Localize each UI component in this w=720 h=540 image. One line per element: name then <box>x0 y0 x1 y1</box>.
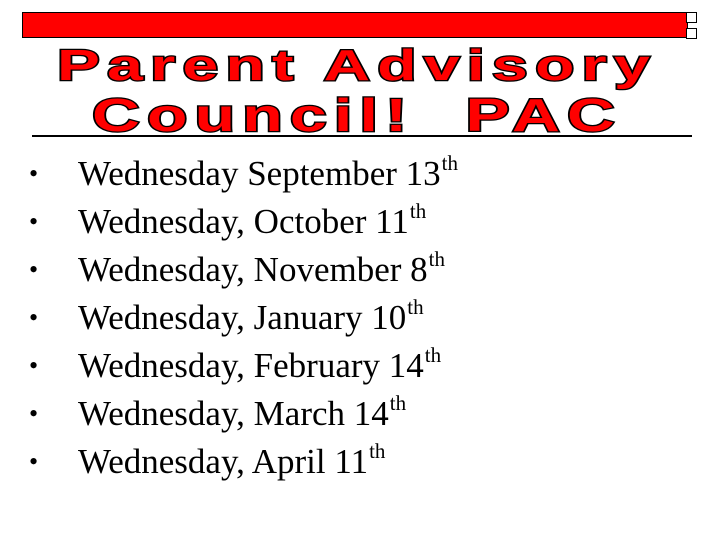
ordinal-suffix: th <box>369 439 386 463</box>
corner-square-icon <box>686 12 697 23</box>
ordinal-suffix: th <box>428 247 446 271</box>
title-line-1: Parent Advisory <box>57 41 657 90</box>
date-text <box>78 198 426 250</box>
date-label: Wednesday, April 11 <box>78 442 369 481</box>
bullet-icon: • <box>29 159 39 188</box>
bullet-icon: • <box>29 399 39 428</box>
bullet-icon: • <box>29 447 39 476</box>
title-wordart <box>0 38 720 138</box>
ordinal-suffix: th <box>424 343 442 367</box>
date-text <box>78 390 406 442</box>
bullet-icon: • <box>29 255 39 284</box>
date-text <box>78 342 441 394</box>
date-text <box>78 246 445 298</box>
date-label: Wednesday September 13 <box>78 154 441 193</box>
date-label: Wednesday, March 14 <box>78 394 389 433</box>
ordinal-suffix: th <box>409 199 427 223</box>
date-text <box>78 150 458 202</box>
bullet-icon: • <box>29 351 39 380</box>
date-label: Wednesday, October 11 <box>78 202 409 241</box>
bullet-icon: • <box>29 303 39 332</box>
date-label: Wednesday, November 8 <box>78 250 428 289</box>
date-text <box>78 438 385 490</box>
ordinal-suffix: th <box>389 391 407 415</box>
date-label: Wednesday, February 14 <box>78 346 424 385</box>
top-accent-bar <box>22 12 688 38</box>
ordinal-suffix: th <box>407 295 424 319</box>
title-line-2: Council! PAC <box>92 89 622 138</box>
date-text <box>78 294 424 346</box>
date-label: Wednesday, January 10 <box>78 298 407 337</box>
bullet-icon: • <box>29 207 39 236</box>
title-underline <box>32 135 692 137</box>
ordinal-suffix: th <box>441 151 458 175</box>
